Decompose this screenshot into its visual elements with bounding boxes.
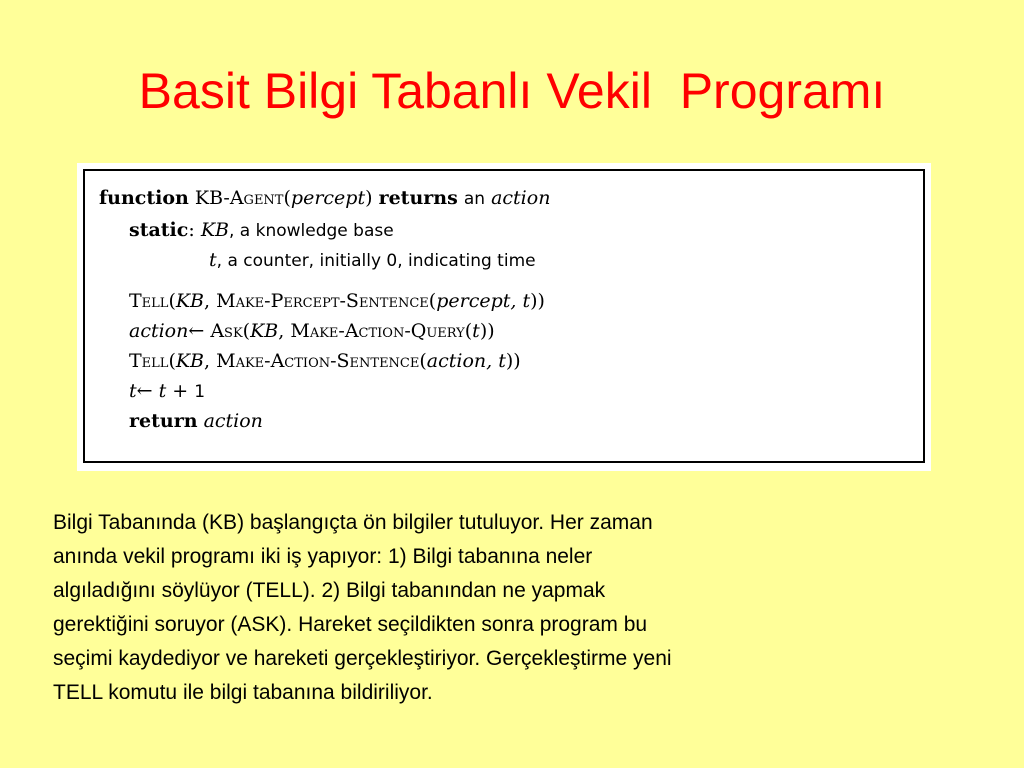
algorithm-line-return xyxy=(129,412,263,431)
var-t-desc: , a counter, initially 0, indicating time xyxy=(216,251,536,271)
algorithm-line-increment xyxy=(129,382,205,401)
return-keyword: return xyxy=(129,410,198,432)
paren-close: ) xyxy=(365,187,373,209)
arg-kb: KB xyxy=(175,350,205,372)
paren-open: ( xyxy=(242,320,251,342)
return-type-action: action xyxy=(491,187,551,209)
arg-kb: KB xyxy=(250,320,279,342)
colon: : xyxy=(188,219,195,241)
ask-call: Ask xyxy=(210,320,243,342)
number-one: 1 xyxy=(194,382,206,402)
var-kb: KB xyxy=(200,219,229,241)
assign-arrow: ← xyxy=(136,380,159,402)
paren-close: )) xyxy=(479,320,495,342)
algorithm-box xyxy=(83,169,925,463)
function-name: KB-Agent xyxy=(194,187,284,209)
make-action-sentence: Make-Action-Sentence xyxy=(216,350,420,372)
comma: , xyxy=(278,320,291,342)
returns-keyword: returns xyxy=(378,187,458,209)
algorithm-figure xyxy=(77,163,931,471)
description-text xyxy=(53,506,923,710)
algorithm-line-counter xyxy=(209,251,536,270)
var-t: t xyxy=(158,380,167,402)
description-line: gerektiğini soruyor (ASK). Hareket seçildikten sonra program bu xyxy=(53,613,648,636)
paren-open: ( xyxy=(419,350,427,372)
args: percept, t xyxy=(436,290,531,312)
make-percept-sentence: Make-Percept-Sentence xyxy=(216,290,429,312)
tell-call: Tell xyxy=(129,350,169,372)
paren-open: ( xyxy=(428,290,437,312)
slide-title: Basit Bilgi Tabanlı Vekil Programı xyxy=(138,63,886,119)
algorithm-line-ask xyxy=(129,322,495,341)
function-keyword: function xyxy=(99,187,189,209)
var-kb-desc: , a knowledge base xyxy=(228,221,394,241)
comma: , xyxy=(204,290,217,312)
make-action-query: Make-Action-Query xyxy=(290,320,465,342)
comma: , xyxy=(204,350,217,372)
return-action: action xyxy=(203,410,263,432)
paren-open: ( xyxy=(168,350,176,372)
assign-arrow: ← xyxy=(188,320,211,342)
description-line: anında vekil programı iki iş yapıyor: 1) Bilgi tabanına neler xyxy=(53,545,593,568)
algorithm-line-function xyxy=(99,189,550,208)
algorithm-line-static xyxy=(129,221,394,240)
article-an: an xyxy=(463,189,486,209)
plus-sign: + xyxy=(166,380,195,402)
algorithm-line-tell-action xyxy=(129,352,521,371)
description-line: Bilgi Tabanında (KB) başlangıçta ön bilgiler tutuluyor. Her zaman xyxy=(53,511,653,534)
tell-call: Tell xyxy=(129,290,169,312)
param-percept: percept xyxy=(290,187,366,209)
var-action: action xyxy=(129,320,189,342)
paren-open: ( xyxy=(168,290,176,312)
paren-open: ( xyxy=(283,187,291,209)
arg-kb: KB xyxy=(175,290,205,312)
paren-close: )) xyxy=(505,350,521,372)
paren-open: ( xyxy=(464,320,473,342)
static-keyword: static xyxy=(129,219,189,241)
description-line: algıladığını söylüyor (TELL). 2) Bilgi tabanından ne yapmak xyxy=(53,579,606,602)
args: action, t xyxy=(426,350,506,372)
var-t: t xyxy=(129,380,137,402)
paren-close: )) xyxy=(530,290,545,312)
description-line: seçimi kaydediyor ve hareketi gerçekleştiriyor. Gerçekleştirme yeni xyxy=(53,647,672,670)
description-line: TELL komutu ile bilgi tabanına bildiriliyor. xyxy=(53,681,433,704)
var-t: t xyxy=(209,249,217,271)
arg-t: t xyxy=(472,320,480,342)
algorithm-line-tell-percept xyxy=(129,292,545,311)
